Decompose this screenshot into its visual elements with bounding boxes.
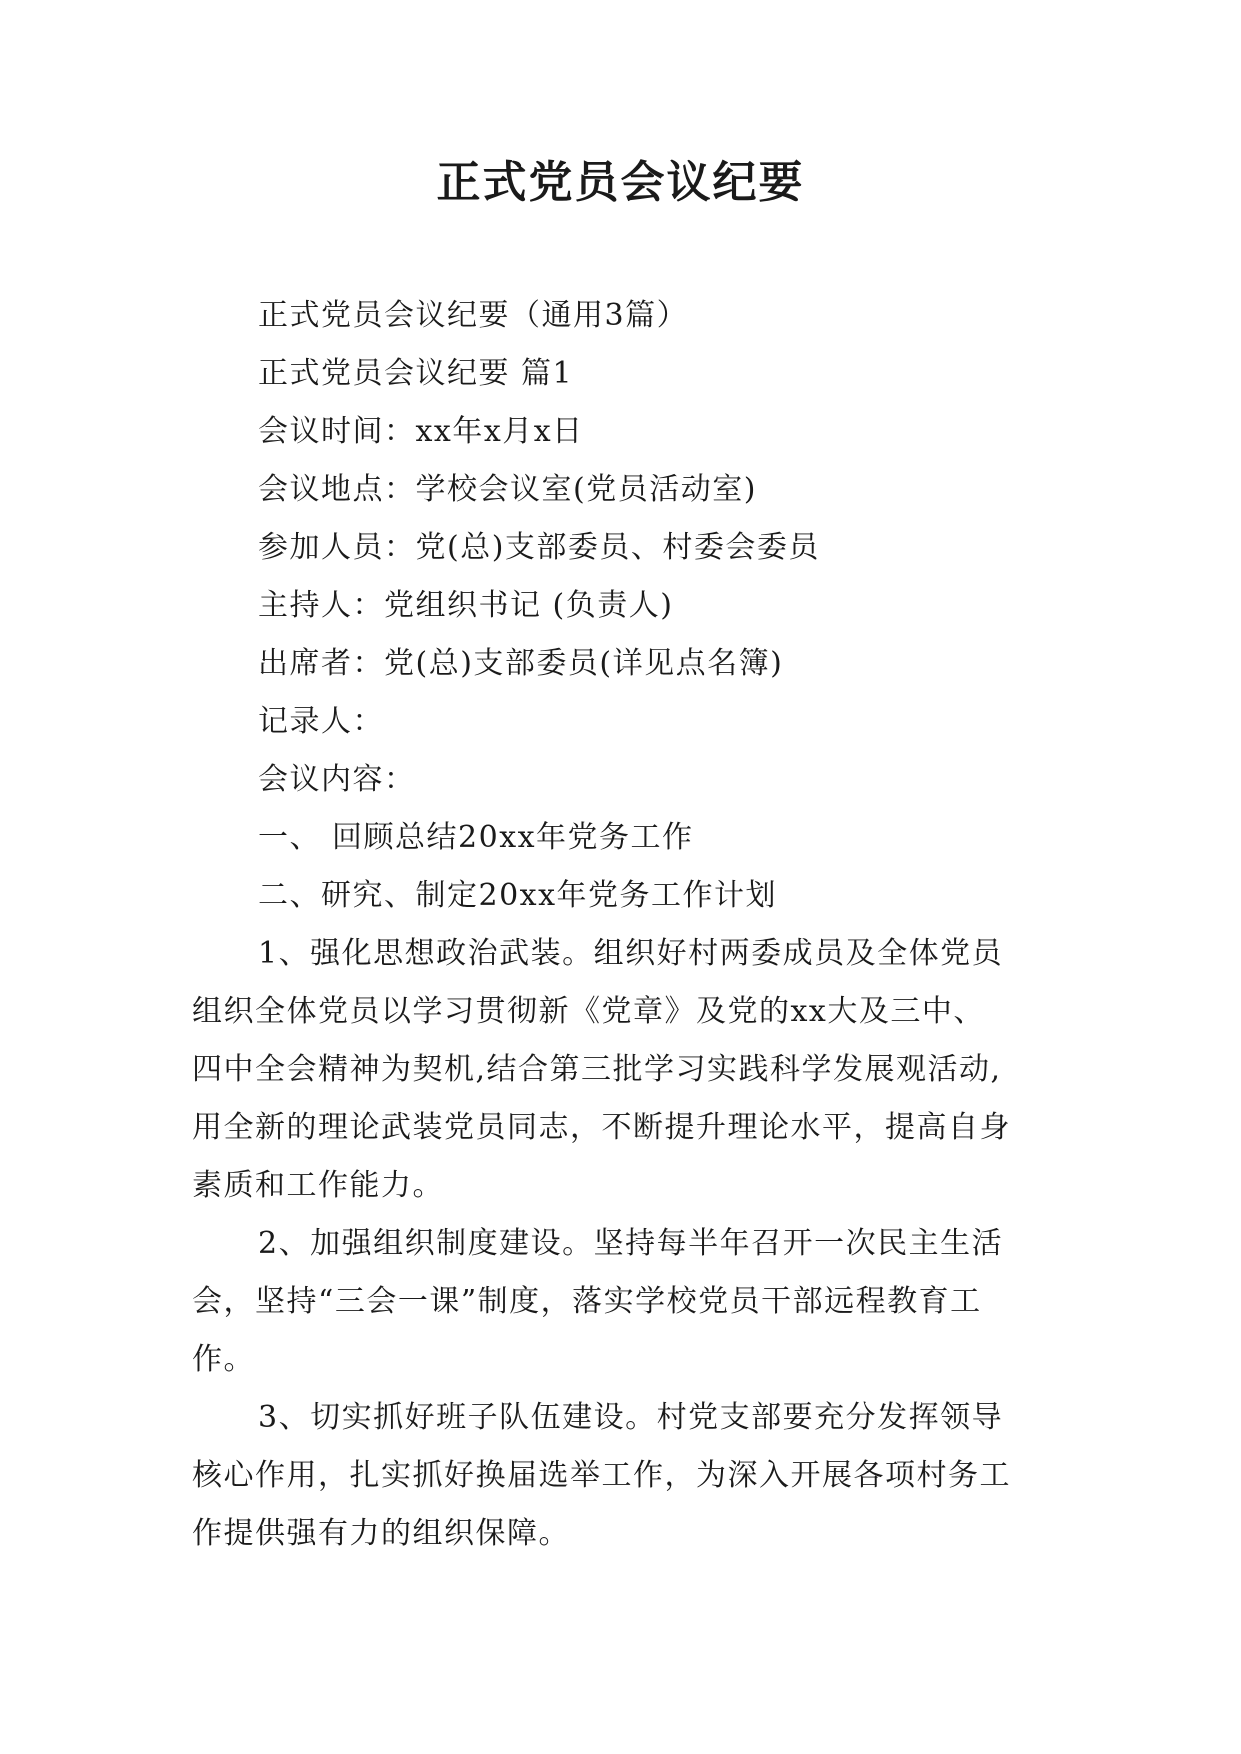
section-heading: 正式党员会议纪要 篇1 xyxy=(258,356,574,391)
agenda-item-1: 一、 回顾总结20xx年党务工作 xyxy=(258,820,694,855)
document-title: 正式党员会议纪要 xyxy=(436,157,805,208)
meeting-participants: 参加人员：党(总)支部委员、村委会委员 xyxy=(258,530,820,565)
agenda-item-2: 二、研究、制定20xx年党务工作计划 xyxy=(258,878,778,913)
paragraph-1-line: 四中全会精神为契机,结合第三批学习实践科学发展观活动, xyxy=(192,1052,1002,1087)
meeting-content-label: 会议内容： xyxy=(258,762,416,797)
meeting-location: 会议地点：学校会议室(党员活动室) xyxy=(258,472,757,507)
paragraph-1-line: 素质和工作能力。 xyxy=(192,1168,444,1203)
paragraph-3-line: 核心作用，扎实抓好换届选举工作，为深入开展各项村务工 xyxy=(192,1458,1011,1493)
paragraph-3-line: 作提供强有力的组织保障。 xyxy=(192,1516,570,1551)
paragraph-2-line: 2、加强组织制度建设。坚持每半年召开一次民主生活 xyxy=(258,1226,1004,1261)
paragraph-1-line: 用全新的理论武装党员同志，不断提升理论水平，提高自身 xyxy=(192,1110,1011,1145)
paragraph-2-line: 会，坚持“三会一课”制度，落实学校党员干部远程教育工 xyxy=(192,1284,982,1319)
subtitle-line: 正式党员会议纪要（通用3篇） xyxy=(258,298,689,333)
paragraph-1-line: 1、强化思想政治武装。组织好村两委成员及全体党员 xyxy=(258,936,1004,971)
meeting-attendees: 出席者：党(总)支部委员(详见点名簿) xyxy=(258,646,784,681)
document-body xyxy=(192,287,1072,1563)
paragraph-3-line: 3、切实抓好班子队伍建设。村党支部要充分发挥领导 xyxy=(258,1400,1004,1435)
paragraph-1-line: 组织全体党员以学习贯彻新《党章》及党的xx大及三中、 xyxy=(192,994,985,1029)
meeting-time: 会议时间：xx年x月x日 xyxy=(258,414,584,449)
meeting-recorder: 记录人： xyxy=(258,704,384,739)
meeting-host: 主持人：党组织书记 (负责人) xyxy=(258,588,674,623)
paragraph-2-line: 作。 xyxy=(192,1342,255,1377)
